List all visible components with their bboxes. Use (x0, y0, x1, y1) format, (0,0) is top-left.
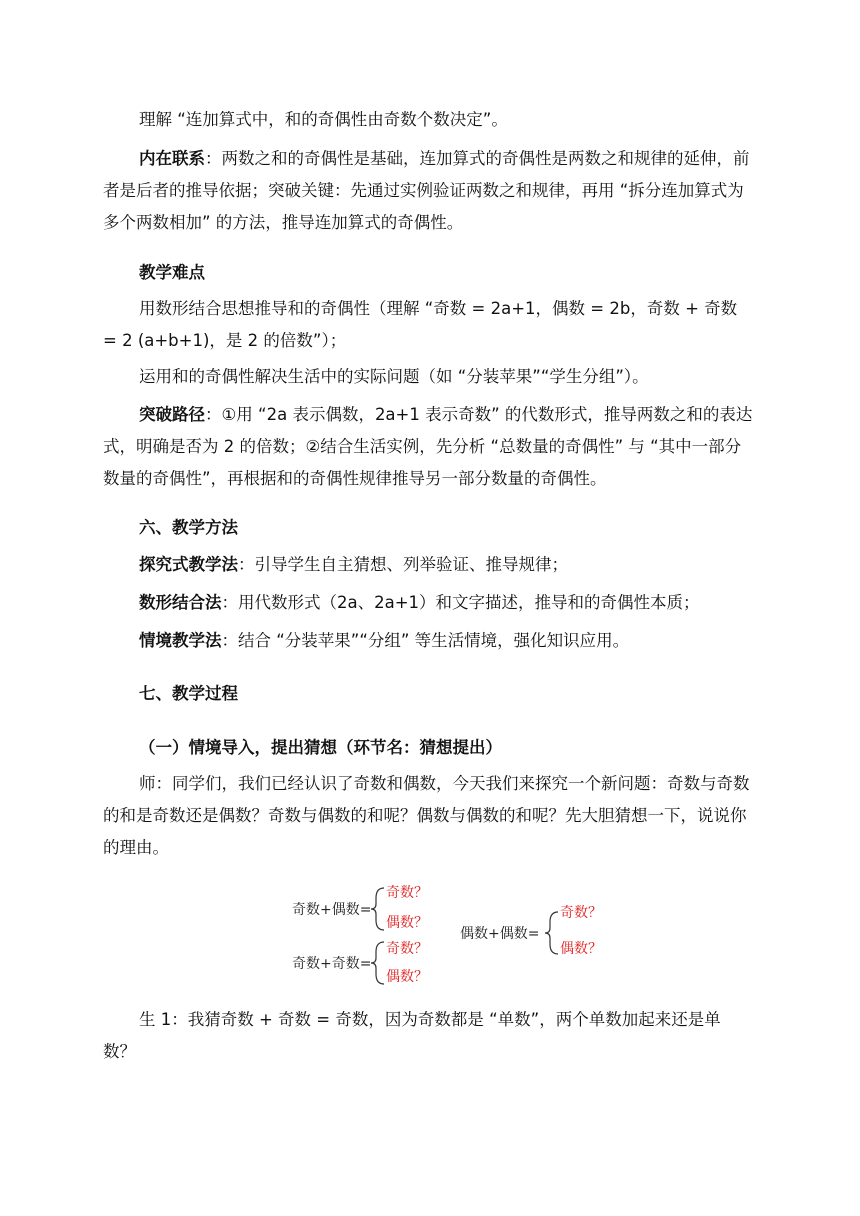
parity-diagram-svg (280, 872, 620, 992)
inner-connection-text: ：两数之和的奇偶性是基础，连加算式的奇偶性是两数之和规律的延伸，前者是后者的推导依据；突破关键：先通过实例验证两数之和规律，再用 “拆分连加算式为多个两数相加” 的方法，推导连加算式的奇偶性。 (103, 149, 750, 232)
parity-guess-diagram (280, 872, 620, 992)
method-situation-text: ：结合 “分装苹果”“分组” 等生活情境，强化知识应用。 (221, 631, 630, 650)
method-situation (103, 625, 753, 657)
even-plus-even-label: 偶数+偶数= (460, 926, 540, 942)
paragraph-understanding: 理解 “连加算式中，和的奇偶性由奇数个数决定”。 (139, 110, 508, 129)
even-question-1: 偶数？ (386, 915, 428, 931)
breakthrough-path-label: 突破路径 (139, 405, 205, 424)
method-situation-label: 情境教学法 (139, 631, 222, 650)
paragraph-difficulty-2: 运用和的奇偶性解决生活中的实际问题（如 “分装苹果”“学生分组”）。 (139, 367, 649, 386)
paragraph-teacher: 师：同学们，我们已经认识了奇数和偶数，今天我们来探究一个新问题：奇数与奇数的和是奇数还是偶数？奇数与偶数的和呢？偶数与偶数的和呢？先大胆猜想一下，说说你的理由。 (103, 774, 750, 857)
brace-2 (371, 942, 384, 984)
brace-1 (371, 888, 384, 930)
even-question-2: 偶数？ (386, 969, 428, 985)
brace-3 (545, 912, 558, 954)
paragraph-inner-connection (103, 143, 753, 239)
method-number-shape-label: 数形结合法 (139, 593, 222, 612)
method-number-shape (103, 587, 753, 619)
inner-connection-label: 内在联系 (139, 149, 205, 168)
odd-question-1: 奇数？ (386, 885, 428, 901)
breakthrough-path-text: ：①用 “2a 表示偶数，2a+1 表示奇数” 的代数形式，推导两数之和的表达式，明确是否为 2 的倍数；②结合生活实例，先分析 “总数量的奇偶性” 与 “其中一部分数量的奇偶性”，再根据和的奇偶性规律推导另一部分数量的奇偶性。 (103, 405, 753, 488)
paragraph-difficulty-1: 用数形结合思想推导和的奇偶性（理解 “奇数 = 2a+1，偶数 = 2b，奇数 + 奇数 = 2 (a+b+1)，是 2 的倍数”）； (103, 299, 738, 350)
paragraph-student-1: 生 1：我猜奇数 + 奇数 = 奇数，因为奇数都是 “单数”，两个单数加起来还是单数？ (103, 1010, 721, 1061)
method-inquiry-label: 探究式教学法 (139, 555, 238, 574)
heading-teaching-process: 七、教学过程 (139, 684, 238, 703)
paragraph-breakthrough-path (103, 399, 753, 495)
heading-teaching-methods: 六、教学方法 (139, 518, 238, 537)
even-question-3: 偶数？ (560, 941, 602, 957)
heading-situation-intro: （一）情境导入，提出猜想（环节名：猜想提出） (139, 738, 502, 757)
odd-plus-even-label: 奇数+偶数= (292, 902, 372, 918)
method-inquiry (103, 549, 753, 581)
method-inquiry-text: ：引导学生自主猜想、列举验证、推导规律； (238, 555, 568, 574)
odd-plus-odd-label: 奇数+奇数= (292, 956, 372, 972)
odd-question-2: 奇数？ (386, 941, 428, 957)
method-number-shape-text: ：用代数形式（2a、2a+1）和文字描述，推导和的奇偶性本质； (221, 593, 700, 612)
odd-question-3: 奇数？ (560, 905, 602, 921)
heading-teaching-difficulty: 教学难点 (139, 263, 205, 282)
